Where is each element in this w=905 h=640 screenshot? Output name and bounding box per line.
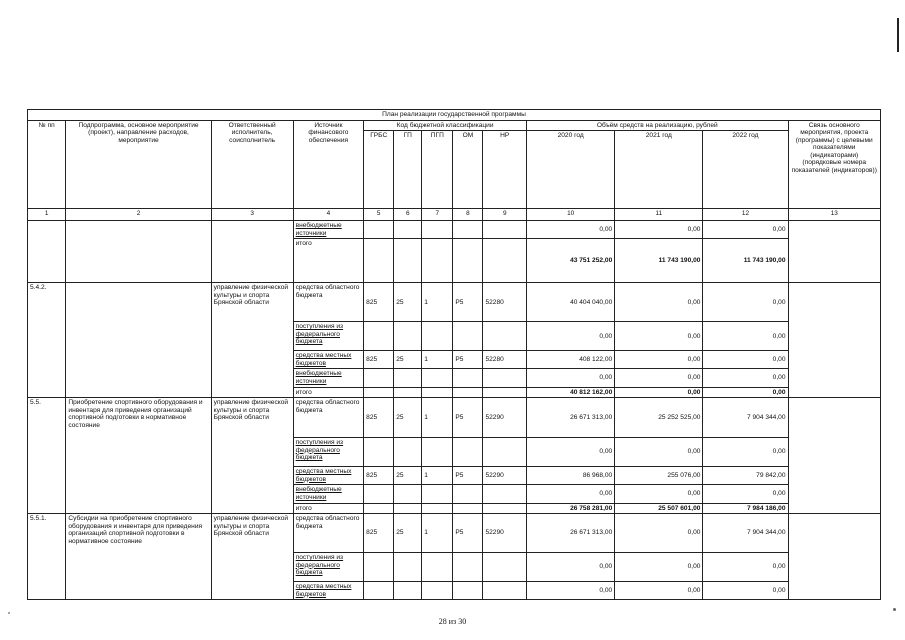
column-number: 1: [28, 209, 66, 221]
code-grbs: 825: [364, 283, 394, 322]
source-cell: итого: [293, 503, 364, 514]
page-number: 28 из 30: [438, 617, 467, 626]
program-cell: Субсидии на приобретение спортивного оборудования и инвентаря для приведения организаций спортивной подготовки в нормативное состояние: [66, 514, 211, 600]
value-2022: 79 842,00: [703, 467, 788, 485]
source-cell: средства местных бюджетов: [293, 467, 364, 485]
value-2022: 0,00: [703, 553, 788, 582]
col-header-pgp: ПГП: [422, 131, 453, 209]
col-header-2022: 2022 год: [703, 131, 788, 209]
value-2021: 0,00: [615, 438, 703, 467]
code-nr: 52280: [483, 283, 527, 322]
source-cell: внебюджетные источники: [293, 221, 364, 239]
value-2021: 0,00: [615, 514, 703, 553]
item-number: 5.5.: [28, 398, 66, 514]
column-numbers-row: [28, 209, 881, 221]
code-gp: 25: [394, 398, 422, 438]
source-cell: средства областного бюджета: [293, 283, 364, 322]
column-number: 11: [615, 209, 703, 221]
scan-edge-mark: [897, 18, 899, 52]
col-header-link: Связь основного мероприятия, проекта (программы) с целевыми показателями (индикаторами) (порядковые номера показателей (индикаторов)): [788, 120, 881, 209]
value-2021: 255 076,00: [615, 467, 703, 485]
value-2022: 0,00: [703, 438, 788, 467]
source-cell: поступления из федерального бюджета: [293, 322, 364, 351]
column-number: 10: [527, 209, 615, 221]
value-2021: 11 743 190,00: [615, 239, 703, 283]
column-number: 12: [703, 209, 788, 221]
source-cell: внебюджетные источники: [293, 485, 364, 503]
column-number: 3: [211, 209, 293, 221]
column-number: 13: [788, 209, 881, 221]
scan-speck: [893, 608, 896, 611]
value-2022: 0,00: [703, 582, 788, 600]
value-2022: 0,00: [703, 369, 788, 387]
source-cell: внебюджетные источники: [293, 369, 364, 387]
code-om: Р5: [453, 283, 483, 322]
value-2020: 0,00: [527, 438, 615, 467]
responsible-cell: управление физической культуры и спорта Брянской области: [211, 514, 293, 600]
responsible-cell: управление физической культуры и спорта Брянской области: [211, 398, 293, 514]
item-number: 5.4.2.: [28, 283, 66, 398]
column-number: 6: [394, 209, 422, 221]
value-2020: 40 812 162,00: [527, 387, 615, 398]
col-header-num: № пп: [28, 120, 66, 209]
table-row: [28, 283, 881, 322]
source-cell: средства местных бюджетов: [293, 351, 364, 369]
value-2020: 26 758 281,00: [527, 503, 615, 514]
source-cell: поступления из федерального бюджета: [293, 553, 364, 582]
value-2020: 0,00: [527, 553, 615, 582]
column-number: 9: [483, 209, 527, 221]
value-2020: 0,00: [527, 369, 615, 387]
value-2020: 26 671 313,00: [527, 398, 615, 438]
value-2021: 0,00: [615, 369, 703, 387]
code-nr: 52290: [483, 467, 527, 485]
code-om: Р5: [453, 467, 483, 485]
value-2022: 0,00: [703, 283, 788, 322]
table-row: [28, 514, 881, 553]
code-nr: 52280: [483, 351, 527, 369]
code-om: Р5: [453, 514, 483, 553]
table-title: План реализации государственной программы: [28, 110, 881, 121]
col-header-program: Подпрограмма, основное мероприятие (проект), направление расходов, мероприятие: [66, 120, 211, 209]
value-2022: 7 984 186,00: [703, 503, 788, 514]
table-row: [28, 221, 881, 239]
table-row: [28, 398, 881, 438]
code-pgp: 1: [422, 514, 453, 553]
code-nr: 52290: [483, 398, 527, 438]
value-2020: 0,00: [527, 221, 615, 239]
code-grbs: 825: [364, 351, 394, 369]
col-header-gp: ГП: [394, 131, 422, 209]
code-pgp: 1: [422, 283, 453, 322]
value-2021: 0,00: [615, 322, 703, 351]
value-2021: 0,00: [615, 485, 703, 503]
value-2020: 0,00: [527, 582, 615, 600]
value-2021: 25 507 601,00: [615, 503, 703, 514]
col-header-om: ОМ: [453, 131, 483, 209]
value-2020: 26 671 313,00: [527, 514, 615, 553]
code-pgp: 1: [422, 351, 453, 369]
value-2020: 0,00: [527, 485, 615, 503]
value-2020: 86 968,00: [527, 467, 615, 485]
col-header-volume: Объём средств на реализацию, рублей: [527, 120, 788, 131]
value-2020: 0,00: [527, 322, 615, 351]
source-cell: поступления из федерального бюджета: [293, 438, 364, 467]
column-number: 4: [293, 209, 364, 221]
program-plan-table: [27, 109, 881, 600]
value-2021: 0,00: [615, 351, 703, 369]
source-cell: средства местных бюджетов: [293, 582, 364, 600]
column-number: 7: [422, 209, 453, 221]
col-header-grbs: ГРБС: [364, 131, 394, 209]
value-2022: 0,00: [703, 387, 788, 398]
item-number: 5.5.1.: [28, 514, 66, 600]
column-number: 8: [453, 209, 483, 221]
code-grbs: 825: [364, 514, 394, 553]
program-cell: Приобретение спортивного оборудования и инвентаря для приведения организаций спортивной подготовки в нормативное состояние: [66, 398, 211, 514]
code-gp: 25: [394, 283, 422, 322]
value-2022: 0,00: [703, 221, 788, 239]
code-nr: 52290: [483, 514, 527, 553]
responsible-cell: управление физической культуры и спорта Брянской области: [211, 283, 293, 398]
code-gp: 25: [394, 467, 422, 485]
value-2021: 0,00: [615, 221, 703, 239]
value-2020: 40 404 040,00: [527, 283, 615, 322]
value-2020: 408 122,00: [527, 351, 615, 369]
value-2022: 0,00: [703, 322, 788, 351]
code-gp: 25: [394, 351, 422, 369]
scan-speck: [8, 612, 10, 614]
code-pgp: 1: [422, 398, 453, 438]
col-header-responsible: Ответственный исполнитель, соисполнитель: [211, 120, 293, 209]
value-2022: 11 743 190,00: [703, 239, 788, 283]
col-header-2020: 2020 год: [527, 131, 615, 209]
source-cell: итого: [293, 239, 364, 283]
value-2020: 43 751 252,00: [527, 239, 615, 283]
code-pgp: 1: [422, 467, 453, 485]
col-header-bk: Код бюджетной классификации: [364, 120, 527, 131]
col-header-2021: 2021 год: [615, 131, 703, 209]
value-2021: 25 252 525,00: [615, 398, 703, 438]
code-grbs: 825: [364, 467, 394, 485]
value-2021: 0,00: [615, 553, 703, 582]
code-grbs: 825: [364, 398, 394, 438]
value-2021: 0,00: [615, 387, 703, 398]
source-cell: средства областного бюджета: [293, 398, 364, 438]
col-header-nr: НР: [483, 131, 527, 209]
col-header-source: Источник финансового обеспечения: [293, 120, 364, 209]
code-gp: 25: [394, 514, 422, 553]
code-om: Р5: [453, 398, 483, 438]
column-number: 5: [364, 209, 394, 221]
value-2022: 0,00: [703, 351, 788, 369]
code-om: Р5: [453, 351, 483, 369]
value-2022: 7 904 344,00: [703, 398, 788, 438]
value-2021: 0,00: [615, 283, 703, 322]
value-2021: 0,00: [615, 582, 703, 600]
value-2022: 0,00: [703, 485, 788, 503]
source-cell: итого: [293, 387, 364, 398]
value-2022: 7 904 344,00: [703, 514, 788, 553]
source-cell: средства областного бюджета: [293, 514, 364, 553]
column-number: 2: [66, 209, 211, 221]
